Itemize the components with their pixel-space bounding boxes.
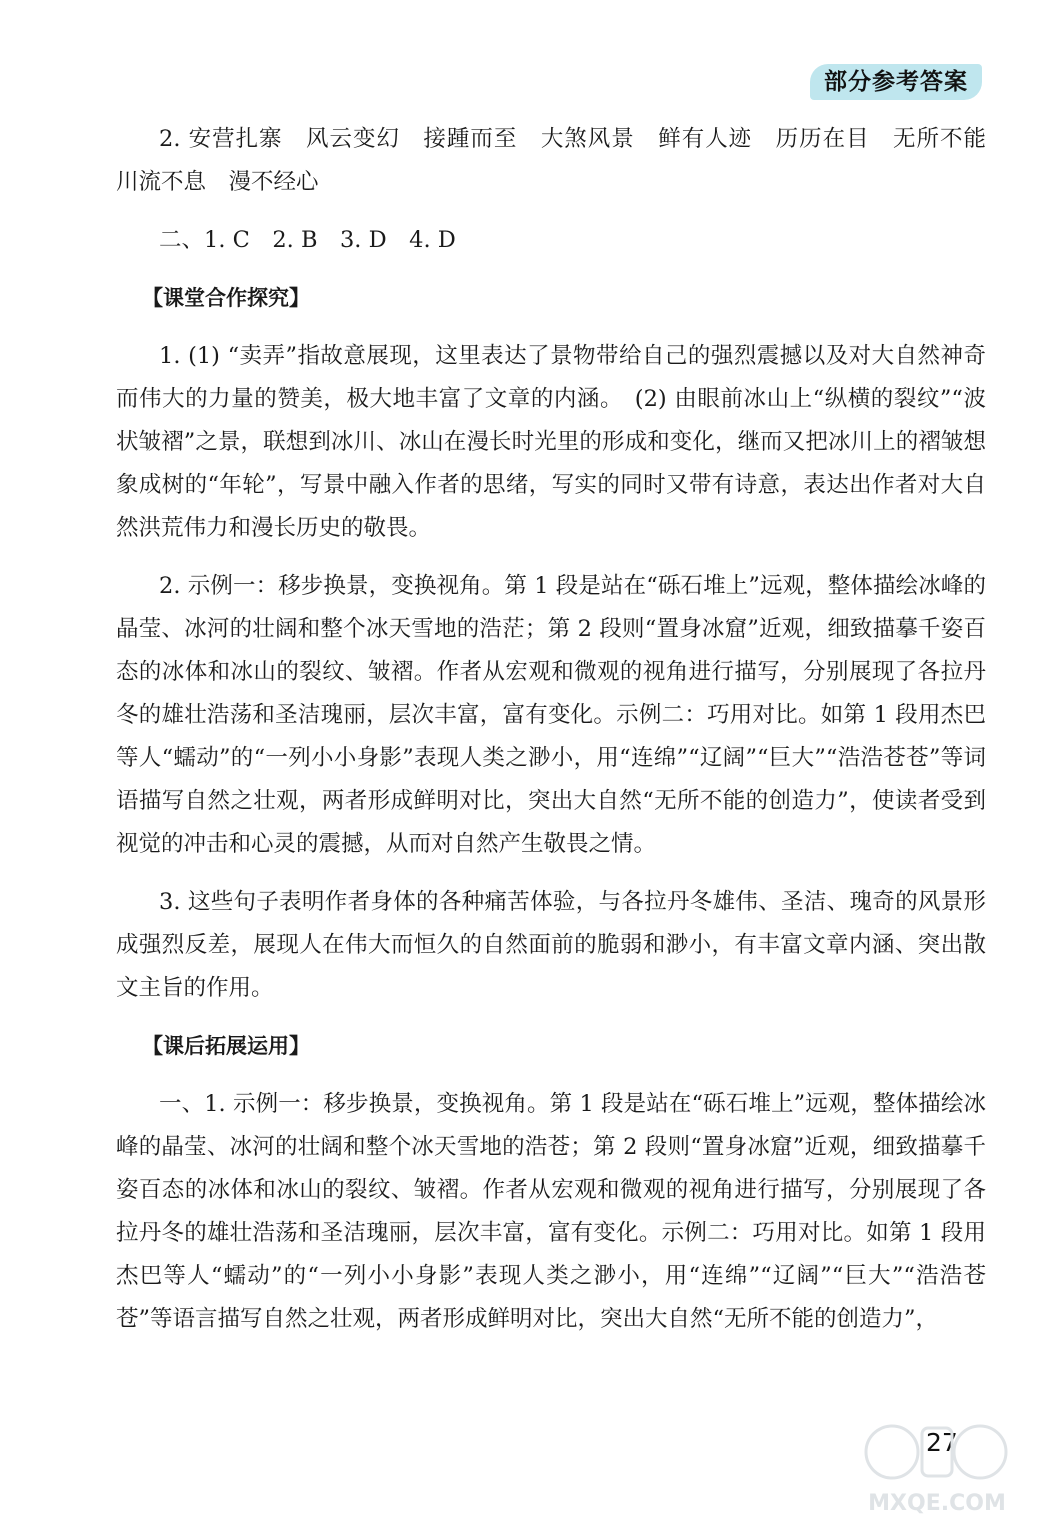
answer-paragraph: 一、1. 示例一：移步换景，变换视角。第 1 段是站在“砾石堆上”远观，整体描绘冰峰的晶莹、冰河的壮阔和整个冰天雪地的浩苍；第 2 段则“置身冰窟”近观，细致描摹千姿百态的冰体和冰山的裂纹、皱褶。作者从宏观和微观的视角进行描写，分别展现了各拉丹冬的雄壮浩荡和圣洁瑰丽，层次丰富，富有变化。示例二：巧用对比。如第 1 段用杰巴等人“蠕动”的“一列小小身影”表现人类之渺小，用“连绵”“辽阔”“巨大”“浩浩苍苍”等语言描写自然之壮观，两者形成鲜明对比，突出大自然“无所不能的创造力”，: [116, 1091, 986, 1332]
watermark-logo: [852, 1418, 1022, 1518]
answer-paragraph: 1. (1) “卖弄”指故意展现，这里表达了景物带给自己的强烈震撼以及对大自然神奇而伟大的力量的赞美，极大地丰富了文章的内涵。 (2) 由眼前冰山上“纵横的裂纹”“波状皱褶”之景，联想到冰川、冰山在漫长时光里的形成和变化，继而又把冰川上的褶皱想象成树的“年轮”，写景中融入作者的思绪，写实的同时又带有诗意，表达出作者对大自然洪荒伟力和漫长历史的敬畏。: [116, 343, 986, 541]
page-number: 27: [926, 1428, 958, 1457]
section-heading: 【课堂合作探究】: [142, 286, 310, 310]
section-heading: 【课后拓展运用】: [142, 1034, 310, 1058]
answer-paragraph: 2. 安营扎寨 风云变幻 接踵而至 大煞风景 鲜有人迹 历历在目 无所不能 川流不息 漫不经心: [116, 126, 1009, 195]
answer-section-badge: 部分参考答案: [810, 64, 982, 100]
svg-text:MXQE.COM: MXQE.COM: [868, 1491, 1006, 1516]
answer-content: [116, 118, 1009, 1356]
answer-paragraph: 二、1. C 2. B 3. D 4. D: [159, 227, 456, 253]
answer-paragraph: 3. 这些句子表明作者身体的各种痛苦体验，与各拉丹冬雄伟、圣洁、瑰奇的风景形成强烈反差，展现人在伟大而恒久的自然面前的脆弱和渺小，有丰富文章内涵、突出散文主旨的作用。: [116, 889, 986, 1001]
answer-paragraph: 2. 示例一：移步换景，变换视角。第 1 段是站在“砾石堆上”远观，整体描绘冰峰的晶莹、冰河的壮阔和整个冰天雪地的浩茫；第 2 段则“置身冰窟”近观，细致描摹千姿百态的冰体和冰山的裂纹、皱褶。作者从宏观和微观的视角进行描写，分别展现了各拉丹冬的雄壮浩荡和圣洁瑰丽，层次丰富，富有变化。示例二：巧用对比。如第 1 段用杰巴等人“蠕动”的“一列小小身影”表现人类之渺小，用“连绵”“辽阔”“巨大”“浩浩苍苍”等词语描写自然之壮观，两者形成鲜明对比，突出大自然“无所不能的创造力”，使读者受到视觉的冲击和心灵的震撼，从而对自然产生敬畏之情。: [116, 573, 986, 857]
